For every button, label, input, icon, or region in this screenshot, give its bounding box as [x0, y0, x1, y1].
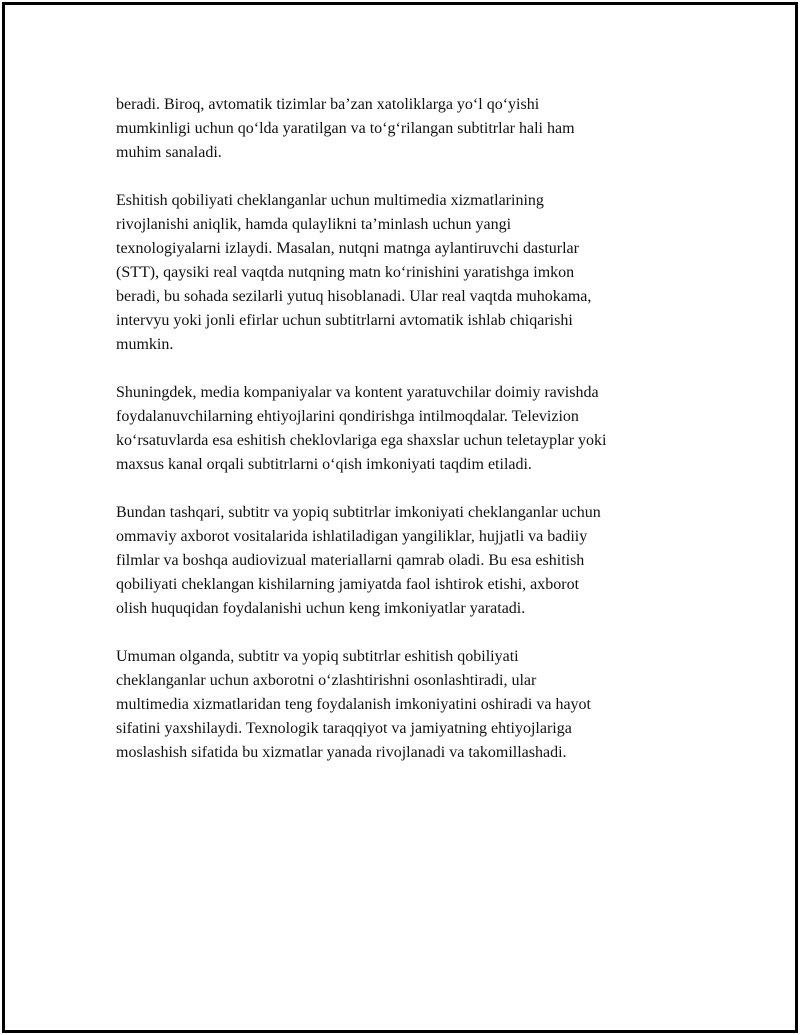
- text-line: olish huquqidan foydalanishi uchun keng imkoniyatlar yaratadi.: [116, 600, 526, 617]
- paragraph-1: [116, 93, 676, 165]
- document-body: [116, 93, 676, 789]
- text-line: sifatini yaxshilaydi. Texnologik taraqqiyot va jamiyatning ehtiyojlariga: [116, 720, 572, 737]
- text-line: muhim sanaladi.: [116, 144, 222, 161]
- paragraph-2: [116, 189, 676, 357]
- text-line: Shuningdek, media kompaniyalar va kontent yaratuvchilar doimiy ravishda: [116, 384, 599, 401]
- text-line: beradi. Biroq, avtomatik tizimlar ba’zan xatoliklarga yo‘l qo‘yishi: [116, 96, 540, 113]
- text-line: (STT), qaysiki real vaqtda nutqning matn ko‘rinishini yaratishga imkon: [116, 264, 575, 281]
- text-line: filmlar va boshqa audiovizual materiallarni qamrab oladi. Bu esa eshitish: [116, 552, 585, 569]
- text-line: mumkin.: [116, 336, 174, 353]
- text-line: cheklanganlar uchun axborotni o‘zlashtirishni osonlashtiradi, ular: [116, 672, 537, 689]
- text-line: mumkinligi uchun qo‘lda yaratilgan va to‘g‘rilangan subtitrlar hali ham: [116, 120, 575, 137]
- text-line: ommaviy axborot vositalarida ishlatiladigan yangiliklar, hujjatli va badiiy: [116, 528, 588, 545]
- text-line: maxsus kanal orqali subtitrlarni o‘qish imkoniyati taqdim etiladi.: [116, 456, 532, 473]
- text-line: moslashish sifatida bu xizmatlar yanada rivojlanadi va takomillashadi.: [116, 744, 567, 761]
- text-line: multimedia xizmatlaridan teng foydalanish imkoniyatini oshiradi va hayot: [116, 696, 591, 713]
- text-line: beradi, bu sohada sezilarli yutuq hisoblanadi. Ular real vaqtda muhokama,: [116, 288, 592, 305]
- text-line: qobiliyati cheklangan kishilarning jamiyatda faol ishtirok etishi, axborot: [116, 576, 580, 593]
- text-line: Eshitish qobiliyati cheklanganlar uchun multimedia xizmatlarining: [116, 192, 544, 209]
- text-line: foydalanuvchilarning ehtiyojlarini qondirishga intilmoqdalar. Televizion: [116, 408, 579, 425]
- text-line: ko‘rsatuvlarda esa eshitish cheklovlariga ega shaxslar uchun teletayplar yoki: [116, 432, 607, 449]
- text-line: Bundan tashqari, subtitr va yopiq subtitrlar imkoniyati cheklanganlar uchun: [116, 504, 601, 521]
- paragraph-5: [116, 645, 676, 765]
- text-line: Umuman olganda, subtitr va yopiq subtitrlar eshitish qobiliyati: [116, 648, 519, 665]
- paragraph-3: [116, 381, 676, 477]
- text-line: texnologiyalarni izlaydi. Masalan, nutqni matnga aylantiruvchi dasturlar: [116, 240, 579, 257]
- text-line: intervyu yoki jonli efirlar uchun subtitrlarni avtomatik ishlab chiqarishi: [116, 312, 573, 329]
- paragraph-4: [116, 501, 676, 621]
- text-line: rivojlanishi aniqlik, hamda qulaylikni ta’minlash uchun yangi: [116, 216, 512, 233]
